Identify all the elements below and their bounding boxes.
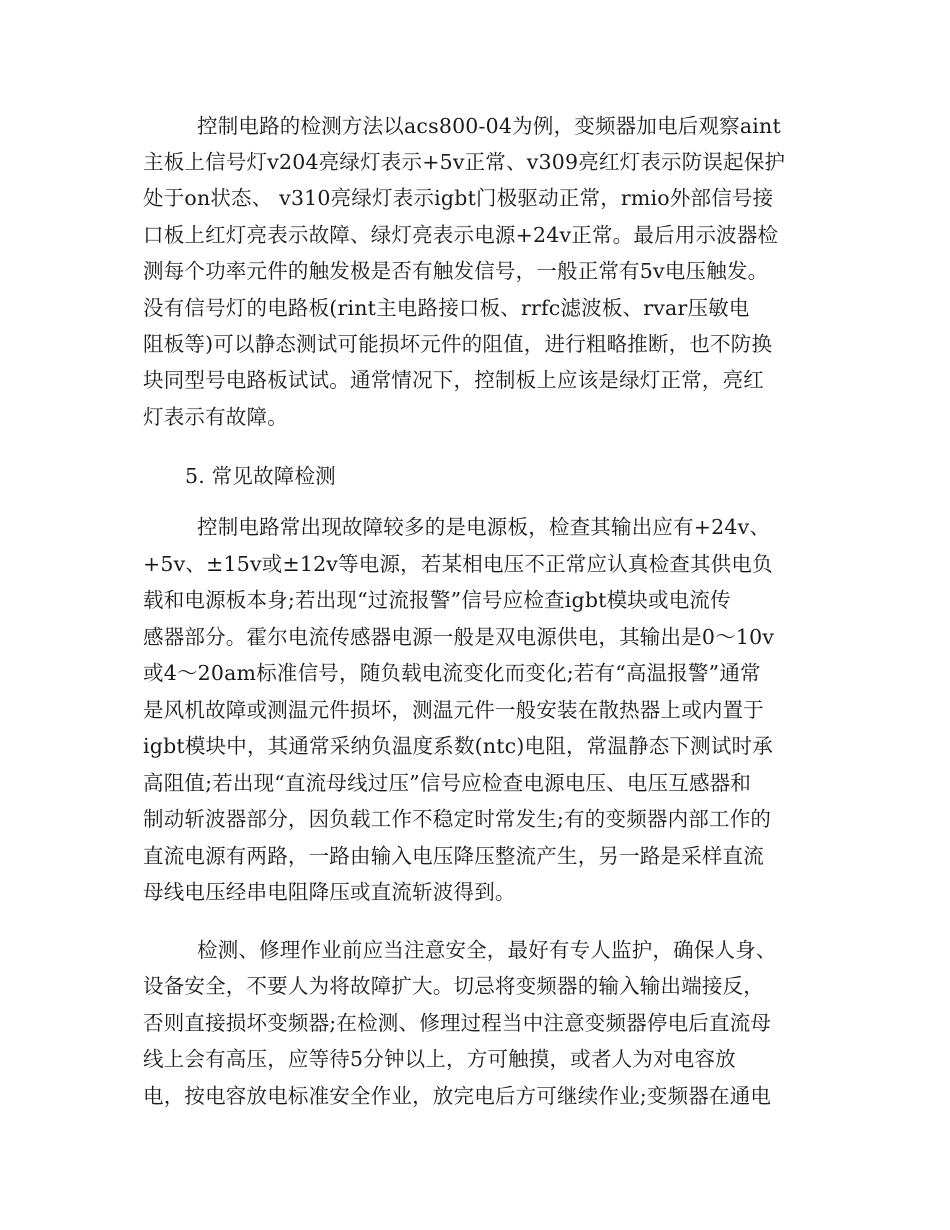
text-line: 制动斩波器部分，因负载工作不稳定时常发生;有的变频器内部工作的 [143,807,772,831]
text-line: 控制电路的检测方法以acs800-04为例，变频器加电后观察aint [197,114,781,138]
text-line: 或4～20am标准信号，随负载电流变化而变化;若有“高温报警”通常 [143,661,761,685]
text-line: 电，按电容放电标准安全作业，放完电后方可继续作业;变频器在通电 [143,1084,772,1108]
text-line: 处于on状态、 v310亮绿灯表示igbt门极驱动正常，rmio外部信号接 [143,186,774,210]
section-heading: 5. 常见故障检测 [185,464,336,488]
text-line: 主板上信号灯v204亮绿灯表示+5v正常、v309亮红灯表示防误起保护 [143,150,786,174]
text-line: 线上会有高压，应等待5分钟以上，方可触摸，或者人为对电容放 [143,1047,736,1071]
text-line: 块同型号电路板试试。通常情况下，控制板上应该是绿灯正常，亮红 [143,368,764,392]
text-line: 否则直接损坏变频器;在检测、修理过程当中注意变频器停电后直流母 [143,1011,772,1035]
text-line: 载和电源板本身;若出现“过流报警”信号应检查igbt模块或电流传 [143,588,731,612]
text-line: 没有信号灯的电路板(rint主电路接口板、rrfc滤波板、rvar压敏电 [143,296,750,320]
text-line: 感器部分。霍尔电流传感器电源一般是双电源供电，其输出是0～10v [143,625,775,649]
text-line: 直流电源有两路，一路由输入电压降压整流产生，另一路是采样直流 [143,844,764,868]
text-line: 检测、修理作业前应当注意安全，最好有专人监护，确保人身、 [197,938,777,962]
text-line: +5v、±15v或±12v等电源，若某相电压不正常应认真检查其供电负 [143,552,773,576]
text-line: 阻板等)可以静态测试可能损坏元件的阻值，进行粗略推断，也不防换 [143,332,773,356]
text-line: 测每个功率元件的触发极是否有触发信号，一般正常有5v电压触发。 [143,259,769,283]
text-line: 设备安全，不要人为将故障扩大。切忌将变频器的输入输出端接反， [143,974,764,998]
text-line: 母线电压经串电阻降压或直流斩波得到。 [143,880,516,904]
text-line: 控制电路常出现故障较多的是电源板，检查其输出应有+24v、 [197,515,771,539]
text-line: 灯表示有故障。 [143,405,288,429]
text-line: igbt模块中，其通常采纳负温度系数(ntc)电阻，常温静态下测试时承 [143,734,773,758]
text-line: 高阻值;若出现“直流母线过压”信号应检查电源电压、电压互感器和 [143,771,752,795]
text-line: 是风机故障或测温元件损坏，测温元件一般安装在散热器上或内置于 [143,698,764,722]
text-line: 口板上红灯亮表示故障、绿灯亮表示电源+24v正常。最后用示波器检 [143,223,779,247]
